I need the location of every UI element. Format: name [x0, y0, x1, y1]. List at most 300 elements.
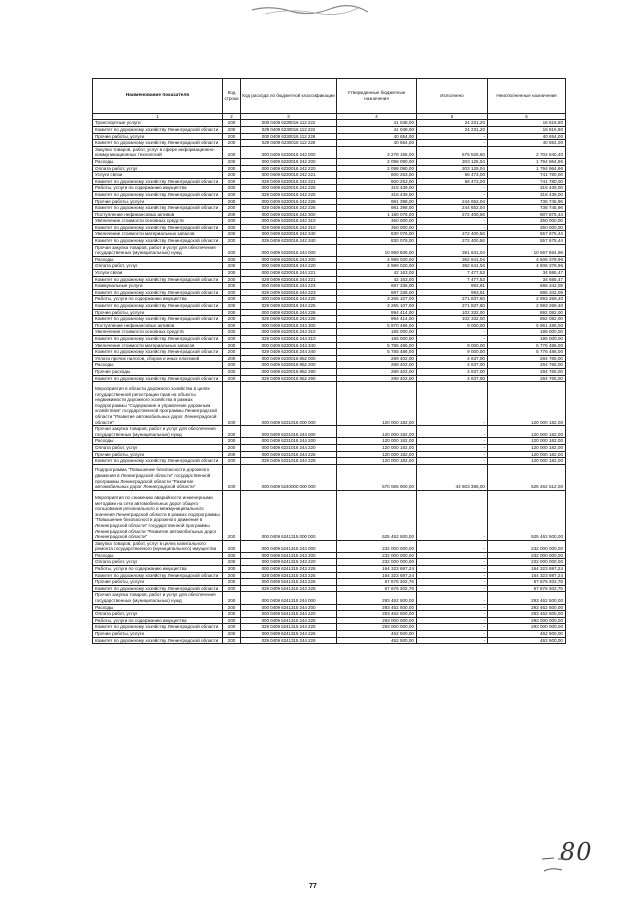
cell-expense-code: 000 0409 6241315 243 225: [241, 566, 337, 573]
table-row: [93, 316, 566, 323]
cell-line-code: 200: [223, 355, 241, 362]
table-row: [93, 349, 566, 356]
cell-indicator-name: Комитет по дорожному хозяйству Ленинградской области: [93, 349, 223, 356]
cell-indicator-name: Услуги связи: [93, 270, 223, 277]
cell-executed: -: [417, 566, 488, 573]
cell-line-code: 200: [223, 140, 241, 147]
cell-line-code: 200: [223, 309, 241, 316]
cell-indicator-name: Комитет по дорожному хозяйству Ленинградской области: [93, 637, 223, 644]
cell-executed: -: [417, 579, 488, 586]
table-row: [93, 238, 566, 245]
cell-line-code: 200: [223, 438, 241, 445]
cell-executed: 271 837,60: [417, 296, 488, 303]
cell-line-code: 200: [223, 303, 241, 310]
cell-approved: 981 398,00: [337, 198, 417, 205]
cell-expense-code: 029 0409 6241315 244 226: [241, 637, 337, 644]
table-row: [93, 191, 566, 198]
cell-executed: -: [417, 224, 488, 231]
cell-executed: -: [417, 552, 488, 559]
cell-expense-code: 029 0409 6241315 243 225: [241, 572, 337, 579]
cell-unexecuted: 2 993 269,40: [488, 296, 566, 303]
cell-unexecuted: 293 000 000,00: [488, 624, 566, 631]
cell-executed: 9 000,00: [417, 322, 488, 329]
cell-line-code: 200: [223, 238, 241, 245]
cell-line-code: 200: [223, 444, 241, 451]
cell-expense-code: 000 0409 6230016 242 225: [241, 185, 337, 192]
table-row: [93, 211, 566, 218]
cell-expense-code: 029 0409 6230016 242 226: [241, 205, 337, 212]
cell-indicator-name: Прочая закупка товаров, работ и услуг для обеспечения государственных (муниципальных) нужд: [93, 592, 223, 604]
cell-indicator-name: Закупка товаров, работ, услуг в целях капитального ремонта государственного (муниципального) имущества: [93, 540, 223, 552]
cell-executed: 24 231,20: [417, 126, 488, 133]
cell-indicator-name: Расходы: [93, 256, 223, 263]
cell-indicator-name: Увеличение стоимости материальных запасов: [93, 231, 223, 238]
table-row: [93, 585, 566, 592]
cell-executed: 993,91: [417, 289, 488, 296]
cell-indicator-name: Услуги связи: [93, 172, 223, 179]
cell-approved: 462 500,00: [337, 631, 417, 638]
cell-executed: -: [417, 585, 488, 592]
cell-expense-code: 029 0409 6230016 242 225: [241, 191, 337, 198]
cell-approved: 293 462 500,00: [337, 611, 417, 618]
table-row: [93, 158, 566, 165]
cell-unexecuted: 232 000 000,00: [488, 559, 566, 566]
cell-expense-code: 000 0409 6230016 244 226: [241, 309, 337, 316]
cell-approved: 350 000,00: [337, 224, 417, 231]
cell-line-code: 200: [223, 637, 241, 644]
cell-unexecuted: 686 342,09: [488, 289, 566, 296]
cell-approved: 2 098 090,00: [337, 158, 417, 165]
cell-unexecuted: 34 685,47: [488, 276, 566, 283]
cell-expense-code: 000 0409 6230016 112 226: [241, 133, 337, 140]
cell-executed: -: [417, 631, 488, 638]
table-row: [93, 276, 566, 283]
cell-unexecuted: 293 462 500,00: [488, 604, 566, 611]
cell-line-code: 200: [223, 289, 241, 296]
cell-expense-code: 000 0409 6231016 244 220: [241, 444, 337, 451]
cell-indicator-name: Оплата работ, услуг: [93, 559, 223, 566]
cell-unexecuted: 284 765,00: [488, 362, 566, 369]
table-row: [93, 178, 566, 185]
cell-approved: 350 000,00: [337, 218, 417, 225]
cell-executed: 102 332,00: [417, 316, 488, 323]
cell-expense-code: 000 0409 6231016 244 200: [241, 438, 337, 445]
header-expense-code: Код расхода по бюджетной классификации: [241, 79, 337, 114]
cell-executed: 382 641,04: [417, 263, 488, 270]
cell-line-code: 200: [223, 382, 241, 426]
cell-expense-code: 000 0409 6230016 852 290: [241, 368, 337, 375]
cell-line-code: 200: [223, 426, 241, 438]
cell-expense-code: 000 0409 6230016 242 220: [241, 165, 337, 172]
cell-indicator-name: Комитет по дорожному хозяйству Ленинградской области: [93, 276, 223, 283]
cell-indicator-name: Комитет по дорожному хозяйству Ленинградской области: [93, 191, 223, 198]
cell-line-code: 200: [223, 263, 241, 270]
cell-approved: 289 402,00: [337, 362, 417, 369]
cell-approved: 67 676 302,76: [337, 579, 417, 586]
cell-indicator-name: Прочие работы, услуги: [93, 198, 223, 205]
cell-approved: 10 959 506,00: [337, 244, 417, 256]
cell-indicator-name: Прочая закупка товаров, работ и услуг для обеспечения государственных (муниципальных) нужд: [93, 426, 223, 438]
cell-line-code: 200: [223, 172, 241, 179]
cell-line-code: 200: [223, 540, 241, 552]
cell-approved: 800 253,00: [337, 178, 417, 185]
cell-line-code: 200: [223, 624, 241, 631]
cell-unexecuted: 16 816,80: [488, 126, 566, 133]
cell-executed: -: [417, 185, 488, 192]
cell-line-code: 200: [223, 283, 241, 290]
cell-indicator-name: Прочая закупка товаров, работ и услуг для обеспечения государственных (муниципальных) нужд: [93, 244, 223, 256]
cell-executed: 58 473,00: [417, 178, 488, 185]
cell-executed: -: [417, 540, 488, 552]
cell-expense-code: 029 0409 6230016 244 310: [241, 335, 337, 342]
cell-unexecuted: 1 794 964,96: [488, 158, 566, 165]
cell-indicator-name: Работы, услуги по содержанию имущества: [93, 617, 223, 624]
cell-indicator-name: Комитет по дорожному хозяйству Ленинградской области: [93, 375, 223, 382]
cell-unexecuted: 557 675,44: [488, 238, 566, 245]
cell-executed: 4 637,00: [417, 362, 488, 369]
table-row: [93, 375, 566, 382]
cell-indicator-name: Подпрограмма "Повышение безопасности дорожного движения в Ленинградской области" государственной программы Ленинградской области "Развитие автомобильных дорог Ленинградской области": [93, 464, 223, 490]
cell-indicator-name: Коммунальные услуги: [93, 283, 223, 290]
cell-executed: 244 652,04: [417, 198, 488, 205]
cell-expense-code: 000 0409 6230016 244 310: [241, 329, 337, 336]
cell-executed: -: [417, 438, 488, 445]
cell-expense-code: 029 0409 6241315 243 226: [241, 585, 337, 592]
cell-expense-code: 000 0409 6230016 244 300: [241, 322, 337, 329]
cell-approved: 293 000 000,00: [337, 624, 417, 631]
cell-expense-code: 000 0409 6231016 244 226: [241, 451, 337, 458]
cell-expense-code: 000 0409 6230016 242 340: [241, 231, 337, 238]
cell-indicator-name: Комитет по дорожному хозяйству Ленинградской области: [93, 140, 223, 147]
cell-approved: 289 402,00: [337, 368, 417, 375]
cell-approved: 5 785 486,00: [337, 349, 417, 356]
cell-indicator-name: Расходы: [93, 552, 223, 559]
cell-line-code: 200: [223, 165, 241, 172]
cell-unexecuted: 284 765,00: [488, 355, 566, 362]
table-row: [93, 198, 566, 205]
cell-approved: 800 253,00: [337, 172, 417, 179]
table-row: [93, 382, 566, 426]
cell-line-code: 200: [223, 316, 241, 323]
cell-indicator-name: Прочие работы, услуги: [93, 579, 223, 586]
cell-line-code: 200: [223, 146, 241, 158]
cell-unexecuted: 67 676 302,76: [488, 579, 566, 586]
table-row: [93, 458, 566, 465]
cell-expense-code: 000 0409 6240000 000 000: [241, 464, 337, 490]
cell-expense-code: 029 0409 6231016 244 226: [241, 458, 337, 465]
cell-line-code: 200: [223, 559, 241, 566]
cell-line-code: 200: [223, 464, 241, 490]
table-row: [93, 165, 566, 172]
cell-line-code: 200: [223, 205, 241, 212]
cell-unexecuted: 164 323 697,24: [488, 566, 566, 573]
column-number: 4: [337, 114, 417, 120]
cell-unexecuted: 4 606 378,96: [488, 256, 566, 263]
cell-executed: -: [417, 191, 488, 198]
cell-unexecuted: 120 000 182,00: [488, 438, 566, 445]
cell-executed: 575 525,60: [417, 146, 488, 158]
cell-approved: 3 265 107,00: [337, 296, 417, 303]
cell-unexecuted: 2 993 269,40: [488, 303, 566, 310]
column-number: 3: [241, 114, 337, 120]
cell-approved: 120 000 182,00: [337, 438, 417, 445]
cell-expense-code: 000 0409 6241315 000 000: [241, 490, 337, 540]
table-row: [93, 490, 566, 540]
cell-unexecuted: 164 323 697,24: [488, 572, 566, 579]
cell-line-code: 200: [223, 451, 241, 458]
cell-unexecuted: 40 654,00: [488, 140, 566, 147]
table-row: [93, 444, 566, 451]
cell-unexecuted: 350 000,00: [488, 218, 566, 225]
cell-line-code: 200: [223, 244, 241, 256]
table-row: [93, 205, 566, 212]
handwritten-mark: [540, 853, 590, 877]
cell-indicator-name: Поступление нефинансовых активов: [93, 322, 223, 329]
cell-unexecuted: 892 082,00: [488, 316, 566, 323]
table-row: [93, 133, 566, 140]
cell-line-code: 200: [223, 362, 241, 369]
cell-line-code: 200: [223, 270, 241, 277]
table-row: [93, 637, 566, 644]
cell-unexecuted: 462 500,00: [488, 637, 566, 644]
cell-approved: 232 000 000,00: [337, 552, 417, 559]
cell-approved: 40 654,00: [337, 140, 417, 147]
cell-executed: 4 637,00: [417, 368, 488, 375]
cell-indicator-name: Расходы: [93, 438, 223, 445]
scan-artifact: [250, 3, 370, 17]
cell-approved: 42 163,00: [337, 276, 417, 283]
cell-unexecuted: 736 745,96: [488, 205, 566, 212]
cell-approved: 185 000,00: [337, 335, 417, 342]
cell-executed: -: [417, 592, 488, 604]
cell-unexecuted: 40 654,00: [488, 133, 566, 140]
table-row: [93, 540, 566, 552]
cell-line-code: 200: [223, 631, 241, 638]
cell-expense-code: 000 0409 6241315 243 000: [241, 540, 337, 552]
cell-line-code: 200: [223, 458, 241, 465]
cell-approved: 830 076,00: [337, 238, 417, 245]
table-row: [93, 140, 566, 147]
cell-executed: -: [417, 444, 488, 451]
cell-indicator-name: Прочие работы, услуги: [93, 309, 223, 316]
table-row: [93, 329, 566, 336]
cell-executed: 272 400,56: [417, 231, 488, 238]
table-row: [93, 296, 566, 303]
cell-executed: 9 000,00: [417, 342, 488, 349]
cell-line-code: 200: [223, 552, 241, 559]
table-row: [93, 624, 566, 631]
cell-executed: 244 652,04: [417, 205, 488, 212]
cell-expense-code: 029 0409 6241315 244 225: [241, 624, 337, 631]
cell-approved: 4 989 020,00: [337, 256, 417, 263]
table-row: [93, 126, 566, 133]
cell-approved: 120 000 182,00: [337, 382, 417, 426]
cell-approved: 5 785 486,00: [337, 342, 417, 349]
cell-indicator-name: Комитет по дорожному хозяйству Ленинградской области: [93, 624, 223, 631]
table-row: [93, 604, 566, 611]
cell-unexecuted: 4 606 378,96: [488, 263, 566, 270]
cell-indicator-name: Закупка товаров, работ, услуг в сфере информационно-коммуникационных технологий: [93, 146, 223, 158]
cell-executed: 44 603 388,00: [417, 464, 488, 490]
cell-executed: -: [417, 611, 488, 618]
cell-approved: 120 000 182,00: [337, 426, 417, 438]
cell-unexecuted: 293 462 500,00: [488, 592, 566, 604]
cell-approved: 289 402,00: [337, 375, 417, 382]
cell-line-code: 200: [223, 178, 241, 185]
cell-approved: 2 098 090,00: [337, 165, 417, 172]
cell-executed: -: [417, 140, 488, 147]
cell-line-code: 200: [223, 566, 241, 573]
cell-unexecuted: 686 342,09: [488, 283, 566, 290]
table-row: [93, 362, 566, 369]
cell-expense-code: 000 0409 6230016 242 000: [241, 146, 337, 158]
cell-line-code: 200: [223, 329, 241, 336]
table-row: [93, 256, 566, 263]
cell-unexecuted: 67 676 302,76: [488, 585, 566, 592]
cell-unexecuted: 10 567 864,96: [488, 244, 566, 256]
cell-indicator-name: Прочие расходы: [93, 368, 223, 375]
table-body: [93, 120, 566, 644]
cell-indicator-name: Работы, услуги по содержанию имущества: [93, 566, 223, 573]
cell-indicator-name: Работы, услуги по содержанию имущества: [93, 296, 223, 303]
cell-unexecuted: 293 462 500,00: [488, 611, 566, 618]
cell-executed: -: [417, 559, 488, 566]
cell-indicator-name: Комитет по дорожному хозяйству Ленинградской области: [93, 224, 223, 231]
cell-line-code: 200: [223, 191, 241, 198]
cell-unexecuted: 736 745,96: [488, 198, 566, 205]
cell-indicator-name: Комитет по дорожному хозяйству Ленинградской области: [93, 289, 223, 296]
cell-executed: 993,91: [417, 283, 488, 290]
table-row: [93, 218, 566, 225]
table-row: [93, 572, 566, 579]
cell-indicator-name: Комитет по дорожному хозяйству Ленинградской области: [93, 303, 223, 310]
cell-approved: 67 676 302,76: [337, 585, 417, 592]
table-row: [93, 172, 566, 179]
cell-unexecuted: 120 000 182,00: [488, 451, 566, 458]
cell-approved: 1 180 076,00: [337, 211, 417, 218]
cell-line-code: 200: [223, 120, 241, 127]
table-row: [93, 451, 566, 458]
cell-unexecuted: 557 675,44: [488, 231, 566, 238]
budget-execution-table: [92, 78, 566, 644]
handwritten-page-number: 80: [560, 838, 593, 866]
cell-executed: -: [417, 335, 488, 342]
cell-indicator-name: Увеличение стоимости основных средств: [93, 329, 223, 336]
cell-approved: 981 398,00: [337, 205, 417, 212]
table-row: [93, 120, 566, 127]
table-row: [93, 438, 566, 445]
cell-indicator-name: Комитет по дорожному хозяйству Ленинградской области: [93, 238, 223, 245]
cell-unexecuted: 293 000 000,00: [488, 617, 566, 624]
cell-line-code: 200: [223, 211, 241, 218]
cell-line-code: 200: [223, 368, 241, 375]
cell-expense-code: 000 0409 6230016 112 222: [241, 120, 337, 127]
cell-expense-code: 000 0409 6230016 852 000: [241, 355, 337, 362]
table-row: [93, 631, 566, 638]
cell-unexecuted: 232 000 000,00: [488, 540, 566, 552]
cell-line-code: 200: [223, 185, 241, 192]
cell-expense-code: 000 0409 6230016 244 000: [241, 244, 337, 256]
cell-line-code: 200: [223, 322, 241, 329]
cell-executed: -: [417, 604, 488, 611]
cell-approved: 293 462 500,00: [337, 604, 417, 611]
cell-line-code: 200: [223, 133, 241, 140]
cell-expense-code: 000 0409 6241315 244 220: [241, 611, 337, 618]
cell-indicator-name: Комитет по дорожному хозяйству Ленинградской области: [93, 205, 223, 212]
header-line-code: Код строки: [223, 79, 241, 114]
cell-line-code: 200: [223, 342, 241, 349]
table-row: [93, 611, 566, 618]
table-row: [93, 335, 566, 342]
cell-indicator-name: Прочие работы, услуги: [93, 631, 223, 638]
cell-unexecuted: 120 000 182,00: [488, 458, 566, 465]
cell-indicator-name: Транспортные услуги: [93, 120, 223, 127]
cell-approved: 164 323 697,24: [337, 566, 417, 573]
cell-executed: -: [417, 624, 488, 631]
cell-indicator-name: Увеличение стоимости материальных запасов: [93, 342, 223, 349]
cell-executed: -: [417, 329, 488, 336]
cell-unexecuted: 34 685,47: [488, 270, 566, 277]
cell-executed: 7 477,53: [417, 276, 488, 283]
cell-line-code: 200: [223, 604, 241, 611]
cell-unexecuted: 350 000,00: [488, 224, 566, 231]
cell-indicator-name: Комитет по дорожному хозяйству Ленинградской области: [93, 458, 223, 465]
table-row: [93, 617, 566, 624]
cell-indicator-name: Оплата работ, услуг: [93, 444, 223, 451]
cell-unexecuted: 741 780,00: [488, 172, 566, 179]
cell-indicator-name: Поступление нефинансовых активов: [93, 211, 223, 218]
cell-indicator-name: Расходы: [93, 362, 223, 369]
cell-expense-code: 000 0409 6241315 244 000: [241, 592, 337, 604]
table-row: [93, 426, 566, 438]
cell-expense-code: 000 0409 6241315 243 220: [241, 559, 337, 566]
cell-unexecuted: 316 439,00: [488, 191, 566, 198]
cell-line-code: 200: [223, 198, 241, 205]
cell-executed: -: [417, 572, 488, 579]
cell-executed: 272 400,56: [417, 211, 488, 218]
cell-approved: 570 065 900,00: [337, 464, 417, 490]
cell-indicator-name: Прочие работы, услуги: [93, 451, 223, 458]
column-number: 6: [488, 114, 566, 120]
cell-approved: 687 336,00: [337, 289, 417, 296]
budget-execution-table-wrapper: [92, 78, 565, 644]
table-row: [93, 464, 566, 490]
cell-executed: -: [417, 458, 488, 465]
cell-unexecuted: 525 462 500,00: [488, 490, 566, 540]
cell-approved: 3 265 107,00: [337, 303, 417, 310]
cell-indicator-name: Мероприятия в области дорожного хозяйства в целях государственной регистрации прав на объекты недвижимости дорожного хозяйства в рамках подпрограммы "Содержание и управление дорожным хозяйством" государственной программы Ленинградской области "Развитие автомобильных дорог Ленинградской области": [93, 382, 223, 426]
cell-indicator-name: Работы, услуги по содержанию имущества: [93, 185, 223, 192]
table-row: [93, 552, 566, 559]
cell-indicator-name: Расходы: [93, 158, 223, 165]
cell-line-code: 200: [223, 126, 241, 133]
cell-executed: 382 641,04: [417, 256, 488, 263]
cell-line-code: 200: [223, 585, 241, 592]
table-row: [93, 559, 566, 566]
cell-line-code: 200: [223, 375, 241, 382]
cell-line-code: 200: [223, 256, 241, 263]
cell-approved: 5 970 486,00: [337, 322, 417, 329]
cell-expense-code: 000 0409 6230016 242 310: [241, 218, 337, 225]
cell-approved: 293 000 000,00: [337, 617, 417, 624]
cell-approved: 293 462 500,00: [337, 592, 417, 604]
table-row: [93, 309, 566, 316]
cell-unexecuted: 2 702 640,40: [488, 146, 566, 158]
table-row: [93, 185, 566, 192]
cell-approved: 687 336,00: [337, 283, 417, 290]
cell-approved: 40 654,00: [337, 133, 417, 140]
table-row: [93, 368, 566, 375]
